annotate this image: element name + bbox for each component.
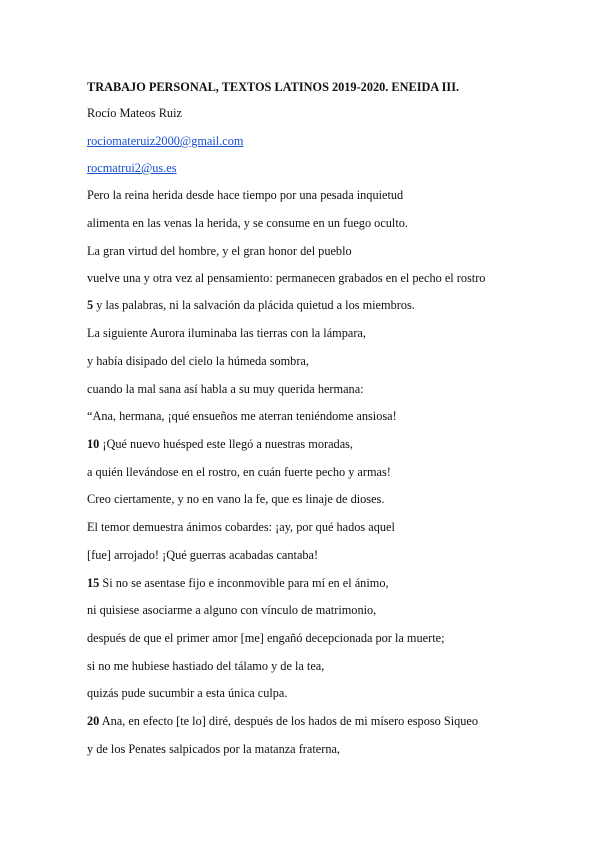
verse-line bbox=[87, 714, 478, 728]
verse-line bbox=[87, 603, 376, 617]
verse-text: ni quisiese asociarme a alguno con vínculo de matrimonio, bbox=[87, 603, 377, 617]
verse-line bbox=[87, 271, 485, 285]
verse-text: alimenta en las venas la herida, y se consume en un fuego oculto. bbox=[87, 216, 408, 230]
verse-text: El temor demuestra ánimos cobardes: ¡ay, por qué hados aquel bbox=[87, 520, 395, 534]
verse-text: “Ana, hermana, ¡qué ensueños me aterran teniéndome ansiosa! bbox=[87, 409, 397, 423]
verse-text: y las palabras, ni la salvación da plácida quietud a los miembros. bbox=[93, 298, 415, 312]
verse-line bbox=[87, 631, 444, 645]
verse-text: si no me hubiese hastiado del tálamo y de la tea, bbox=[87, 659, 325, 673]
document-title: TRABAJO PERSONAL, TEXTOS LATINOS 2019-2020. ENEIDA III. bbox=[87, 80, 460, 94]
verse-line bbox=[87, 216, 408, 230]
verse-line bbox=[87, 659, 324, 673]
verse-line bbox=[87, 520, 395, 534]
verse-line bbox=[87, 548, 318, 562]
verse-line bbox=[87, 686, 287, 700]
verse-line bbox=[87, 188, 403, 202]
verse-text: ¡Qué nuevo huésped este llegó a nuestras moradas, bbox=[99, 437, 354, 451]
verse-number: 20 bbox=[87, 714, 100, 728]
verse-text: vuelve una y otra vez al pensamiento: permanecen grabados en el pecho el rostro bbox=[87, 271, 486, 285]
verse-text: Creo ciertamente, y no en vano la fe, que es linaje de dioses. bbox=[87, 492, 385, 506]
verse-text: a quién llevándose en el rostro, en cuán fuerte pecho y armas! bbox=[87, 465, 391, 479]
verse-text: Ana, en efecto [te lo] diré, después de los hados de mi mísero esposo Siqueo bbox=[99, 714, 479, 728]
verse-line bbox=[87, 298, 415, 312]
author-name: Rocío Mateos Ruiz bbox=[87, 106, 182, 120]
verse-text: Pero la reina herida desde hace tiempo por una pesada inquietud bbox=[87, 188, 404, 202]
verse-line bbox=[87, 492, 384, 506]
verse-line bbox=[87, 465, 391, 479]
verse-line bbox=[87, 382, 364, 396]
verse-number: 15 bbox=[87, 576, 100, 590]
verse-text: después de que el primer amor [me] engañó decepcionada por la muerte; bbox=[87, 631, 445, 645]
verse-number: 10 bbox=[87, 437, 100, 451]
verse-number: 5 bbox=[87, 298, 94, 312]
verse-text: La gran virtud del hombre, y el gran honor del pueblo bbox=[87, 244, 352, 258]
verse-line bbox=[87, 354, 309, 368]
email-link-1[interactable]: rociomateruiz2000@gmail.com bbox=[87, 134, 244, 148]
verse-line bbox=[87, 244, 352, 258]
verse-text: La siguiente Aurora iluminaba las tierras con la lámpara, bbox=[87, 326, 366, 340]
verse-line bbox=[87, 576, 389, 590]
verse-text: cuando la mal sana así habla a su muy querida hermana: bbox=[87, 382, 364, 396]
verse-text: [fue] arrojado! ¡Qué guerras acabadas cantaba! bbox=[87, 548, 319, 562]
verse-text: Si no se asentase fijo e inconmovible para mí en el ánimo, bbox=[99, 576, 389, 590]
verse-line bbox=[87, 326, 366, 340]
verse-line bbox=[87, 437, 353, 451]
verse-text: y de los Penates salpicados por la matanza fraterna, bbox=[87, 742, 341, 756]
verse-text: y había disipado del cielo la húmeda sombra, bbox=[87, 354, 309, 368]
verse-line bbox=[87, 409, 397, 423]
verse-line bbox=[87, 742, 340, 756]
email-link-2[interactable]: rocmatrui2@us.es bbox=[87, 161, 177, 175]
verse-text: quizás pude sucumbir a esta única culpa. bbox=[87, 686, 288, 700]
